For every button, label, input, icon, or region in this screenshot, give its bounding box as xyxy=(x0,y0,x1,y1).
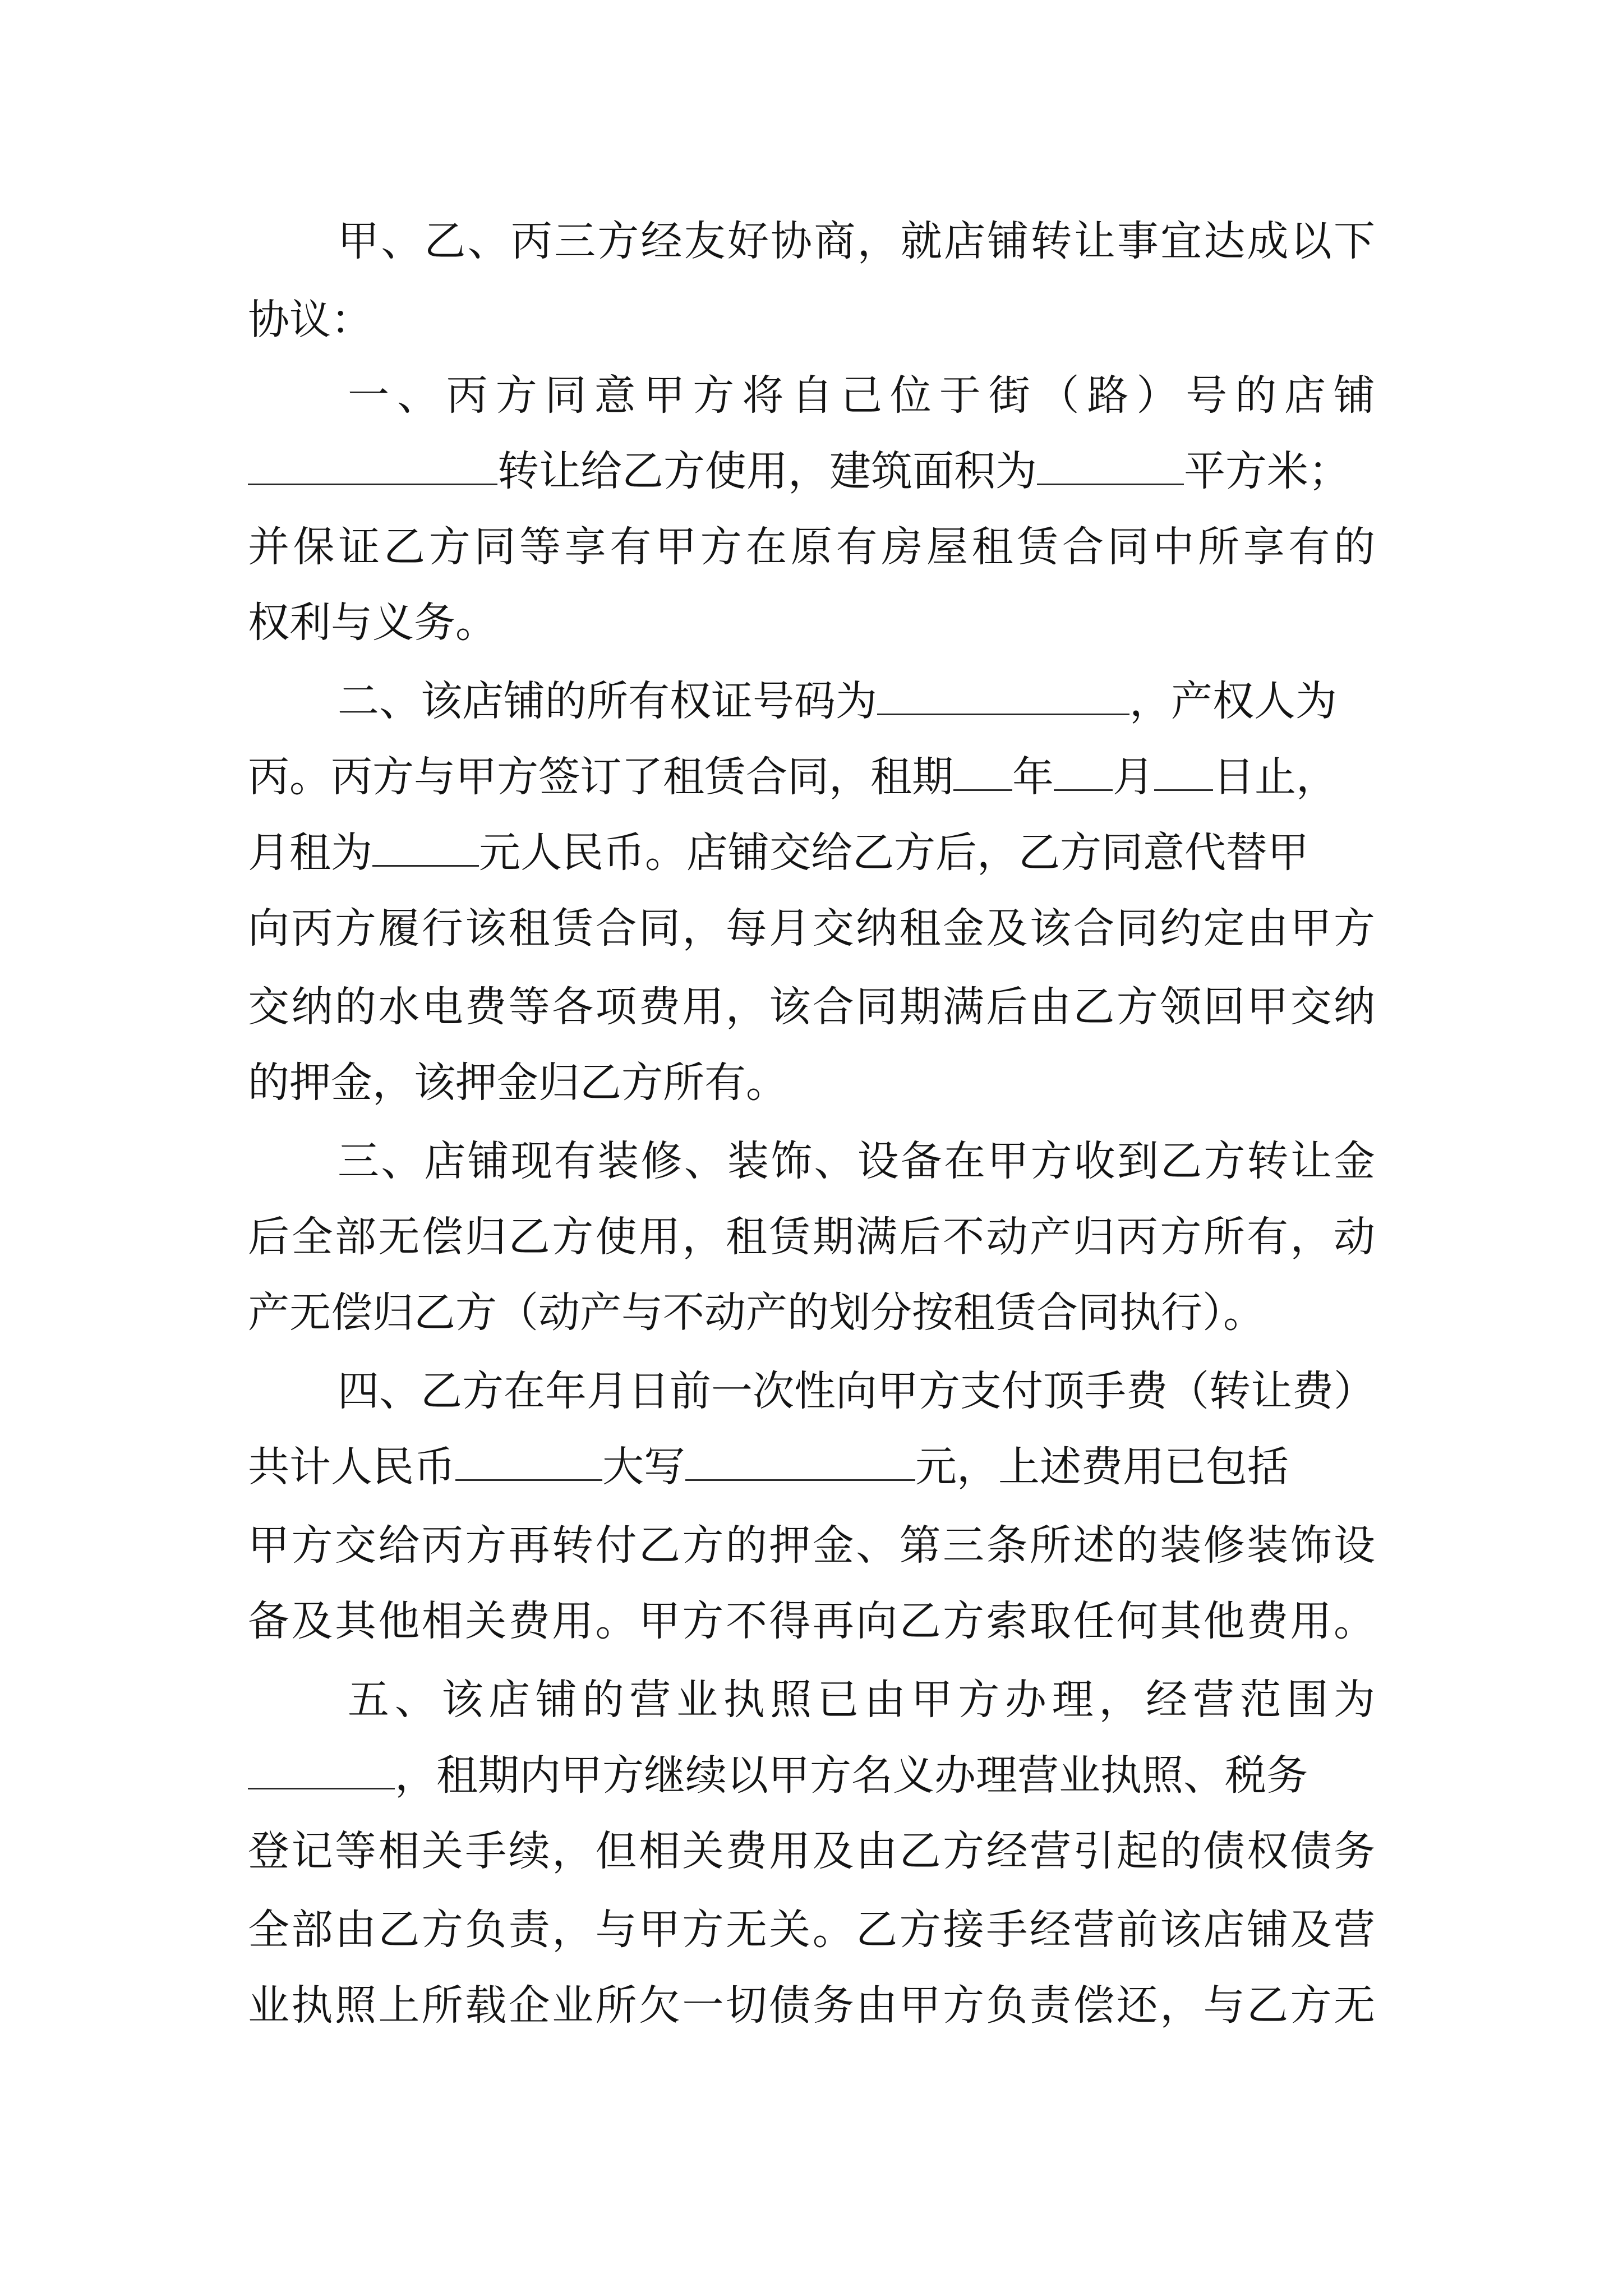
monthly-rent-blank xyxy=(372,821,479,867)
clause-2-text-a: 二、该店铺的所有权证号码为 xyxy=(338,677,877,725)
area-blank xyxy=(1037,440,1184,485)
clause-2-line-4: 向丙方履行该租赁合同，每月交纳租金及该合同约定由甲方 xyxy=(248,904,1375,953)
clause-4-line-3: 甲方交给丙方再转付乙方的押金、第三条所述的装修装饰设 xyxy=(248,1521,1375,1570)
year-blank xyxy=(953,746,1012,791)
clause-5-line-5: 业执照上所载企业所欠一切债务由甲方负责偿还，与乙方无 xyxy=(248,1981,1375,2030)
clause-4-line-1: 四、乙方在年月日前一次性向甲方支付顶手费（转让费） xyxy=(338,1367,1375,1415)
clause-1-text-a: 转让给乙方使用，建筑面积为 xyxy=(497,447,1037,495)
clause-5-line-2 xyxy=(248,1736,1375,1815)
intro-line-1: 甲、乙、丙三方经友好协商，就店铺转让事宜达成以下 xyxy=(338,217,1375,265)
clause-5-line-3: 登记等相关手续，但相关费用及由乙方经营引起的债权债务 xyxy=(248,1827,1375,1875)
clause-4-text-c: 元，上述费用已包括 xyxy=(915,1443,1289,1491)
clause-2-line-2 xyxy=(248,738,1375,816)
amount-in-words-blank xyxy=(685,1435,915,1481)
intro-line-2: 协议： xyxy=(248,296,372,344)
clause-3-line-2: 后全部无偿归乙方使用，租赁期满后不动产归丙方所有，动 xyxy=(248,1213,1375,1261)
clause-2-line-3 xyxy=(248,813,1375,892)
clause-2-line-5: 交纳的水电费等各项费用，该合同期满后由乙方领回甲交纳 xyxy=(248,983,1375,1031)
clause-4-text-a: 共计人民币 xyxy=(248,1443,455,1491)
clause-2-month: 月 xyxy=(1113,753,1154,801)
clause-2-line-1 xyxy=(338,662,1375,740)
clause-5-line-1: 五、该店铺的营业执照已由甲方办理，经营范围为 xyxy=(348,1676,1375,1724)
shop-location-blank xyxy=(248,440,497,485)
clause-2-text-c: 丙。丙方与甲方签订了租赁合同，租期 xyxy=(248,753,953,801)
month-blank xyxy=(1054,746,1113,791)
clause-2-line-6: 的押金，该押金归乙方所有。 xyxy=(248,1059,787,1107)
clause-2-day: 日止， xyxy=(1213,753,1338,801)
business-scope-blank xyxy=(248,1744,395,1789)
amount-blank xyxy=(455,1435,602,1481)
clause-4-line-2 xyxy=(248,1428,1375,1506)
clause-2-text-b: ，产权人为 xyxy=(1129,677,1337,725)
clause-1-line-2 xyxy=(248,432,1375,510)
clause-1-text-b: 平方米； xyxy=(1184,447,1350,495)
clause-2-text-e: 元人民币。店铺交给乙方后，乙方同意代替甲 xyxy=(479,829,1309,877)
clause-3-line-3: 产无偿归乙方（动产与不动产的划分按租赁合同执行）。 xyxy=(248,1289,1265,1337)
clause-1-line-3: 并保证乙方同等享有甲方在原有房屋租赁合同中所享有的 xyxy=(248,523,1375,571)
clause-2-text-d: 月租为 xyxy=(248,829,372,877)
clause-5-line-4: 全部由乙方负责，与甲方无关。乙方接手经营前该店铺及营 xyxy=(248,1906,1375,1954)
day-blank xyxy=(1154,746,1213,791)
clause-5-text-a: ，租期内甲方继续以甲方名义办理营业执照、税务 xyxy=(395,1751,1308,1800)
certificate-number-blank xyxy=(877,670,1129,715)
clause-1-line-4: 权利与义务。 xyxy=(248,599,497,647)
clause-3-line-1: 三、店铺现有装修、装饰、设备在甲方收到乙方转让金 xyxy=(338,1137,1375,1185)
clause-1-line-1: 一、丙方同意甲方将自己位于街（路）号的店铺 xyxy=(348,371,1375,420)
clause-2-year: 年 xyxy=(1012,753,1054,801)
clause-4-line-4: 备及其他相关费用。甲方不得再向乙方索取任何其他费用。 xyxy=(248,1597,1375,1645)
clause-4-text-b: 大写 xyxy=(602,1443,685,1491)
